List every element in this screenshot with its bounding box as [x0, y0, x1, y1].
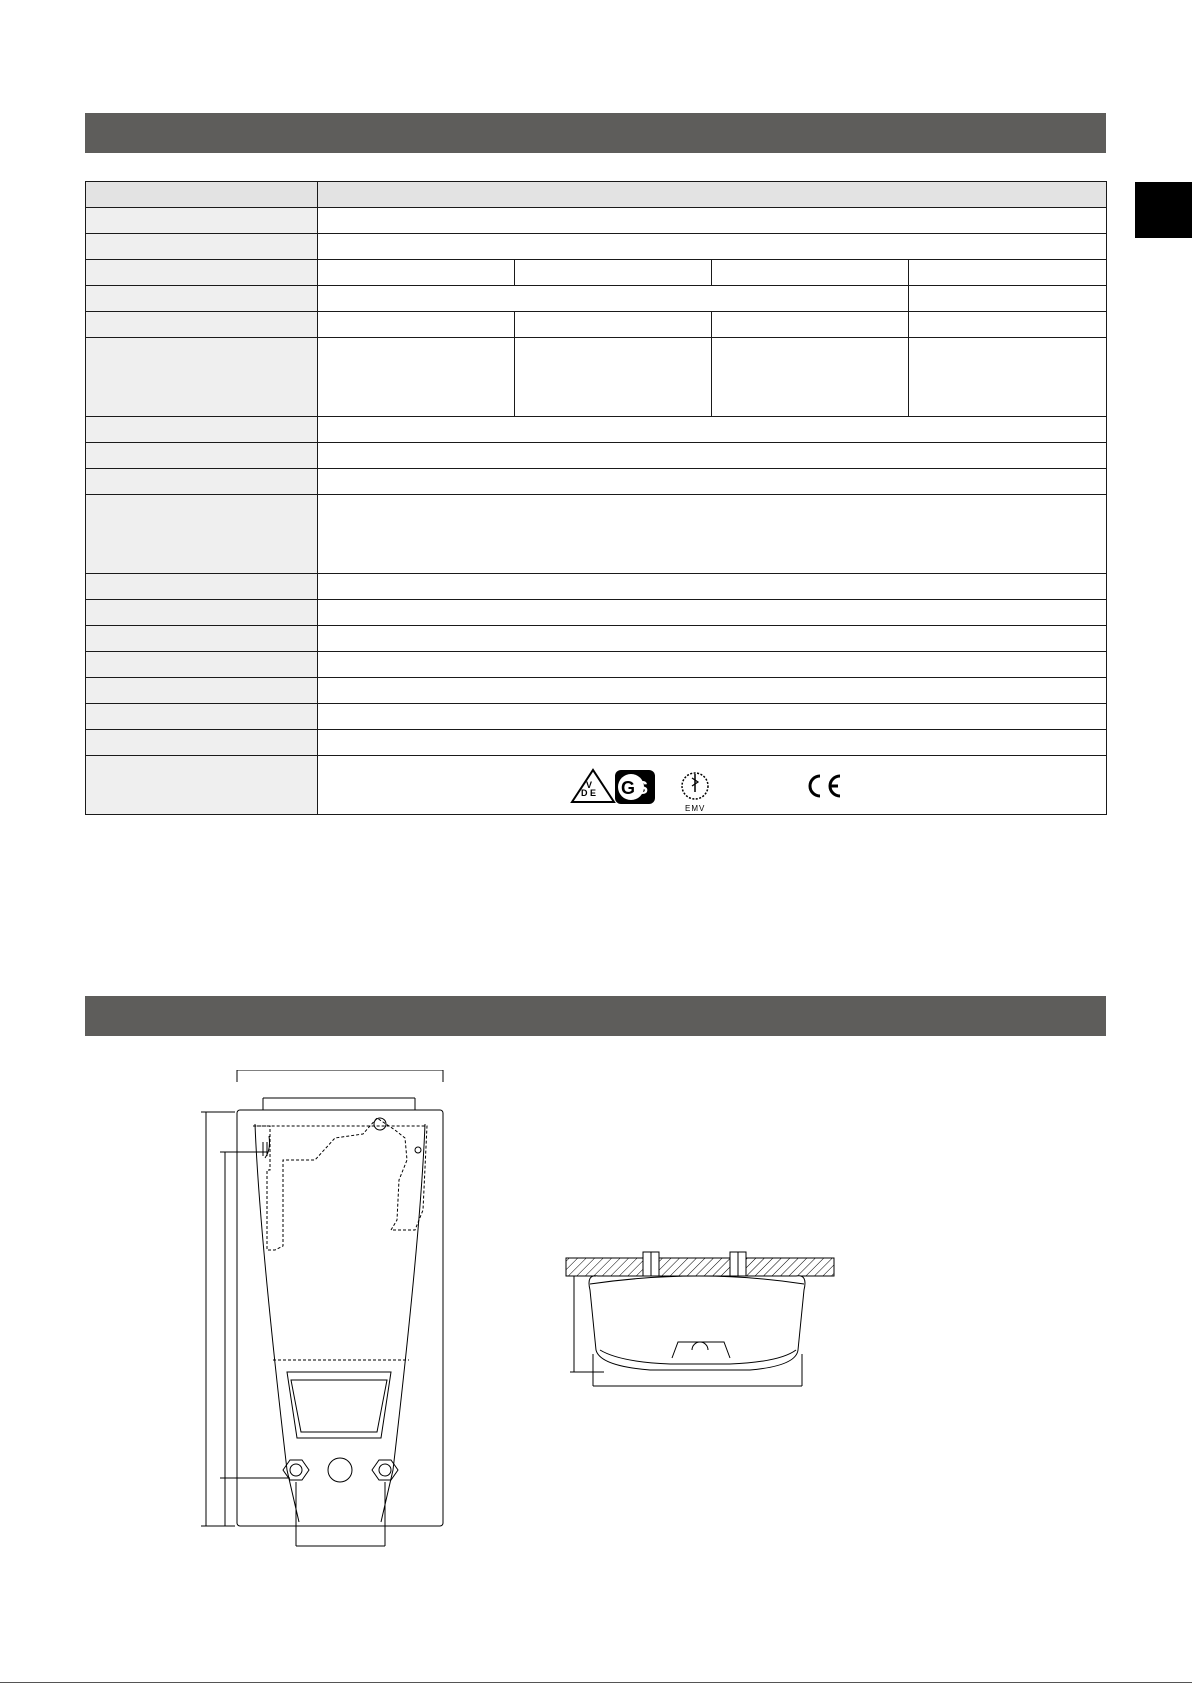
- table-row: [86, 626, 1107, 652]
- section-header-bar-dimensions: [85, 996, 1106, 1036]
- row-value: [318, 730, 1107, 756]
- vde-mark-icon: [572, 770, 614, 802]
- svg-text:EMV: EMV: [685, 804, 706, 813]
- table-row: [86, 495, 1107, 574]
- row-value: [909, 286, 1107, 312]
- row-label: [86, 234, 318, 260]
- row-label: [86, 652, 318, 678]
- row-label: [86, 495, 318, 574]
- table-row: [86, 286, 1107, 312]
- row-value: [318, 286, 909, 312]
- row-label: [86, 443, 318, 469]
- specifications-table: [85, 181, 1107, 815]
- row-value: [318, 626, 1107, 652]
- table-row: [86, 469, 1107, 495]
- table-header-label: [86, 182, 318, 208]
- row-value: [318, 652, 1107, 678]
- row-value: [909, 312, 1107, 338]
- row-label: [86, 208, 318, 234]
- row-value: [515, 312, 712, 338]
- svg-text:V: V: [586, 780, 593, 790]
- chapter-tab-marker: [1135, 182, 1192, 238]
- row-label: [86, 338, 318, 417]
- table-row: [86, 730, 1107, 756]
- row-value: [909, 260, 1107, 286]
- row-value: [515, 338, 712, 417]
- row-value: [318, 260, 515, 286]
- table-row: [86, 704, 1107, 730]
- table-row: [86, 260, 1107, 286]
- certification-row: [86, 756, 1107, 815]
- row-value: [318, 495, 1107, 574]
- row-value: [318, 574, 1107, 600]
- row-label: [86, 756, 318, 815]
- row-value: [712, 338, 909, 417]
- row-value: [318, 417, 1107, 443]
- row-value: [318, 208, 1107, 234]
- svg-text:S: S: [636, 778, 649, 798]
- row-label: [86, 626, 318, 652]
- row-value: [712, 312, 909, 338]
- row-value: [909, 338, 1107, 417]
- emv-mark-icon: [682, 773, 708, 813]
- row-value: [318, 469, 1107, 495]
- row-label: [86, 704, 318, 730]
- row-label: [86, 417, 318, 443]
- table-row: [86, 678, 1107, 704]
- side-view-drawing: [560, 1250, 840, 1390]
- gs-mark-icon: [615, 770, 655, 804]
- front-view-drawing: [195, 1070, 455, 1550]
- table-row: [86, 417, 1107, 443]
- row-label: [86, 574, 318, 600]
- row-label: [86, 469, 318, 495]
- row-label: [86, 678, 318, 704]
- ce-mark-icon: [810, 776, 840, 796]
- table-row: [86, 600, 1107, 626]
- row-value: [318, 678, 1107, 704]
- certification-logos: [318, 756, 1106, 814]
- row-label: [86, 312, 318, 338]
- row-label: [86, 286, 318, 312]
- table-row: [86, 443, 1107, 469]
- svg-text:D: D: [581, 788, 588, 798]
- page-bottom-rule: [0, 1682, 1192, 1683]
- table-row: [86, 338, 1107, 417]
- certification-logos-cell: [318, 756, 1107, 815]
- table-row: [86, 234, 1107, 260]
- row-value: [318, 312, 515, 338]
- table-header-value: [318, 182, 1107, 208]
- section-header-bar-specifications: [85, 113, 1106, 153]
- row-value: [318, 338, 515, 417]
- row-value: [318, 600, 1107, 626]
- row-value: [318, 443, 1107, 469]
- table-row: [86, 574, 1107, 600]
- svg-text:E: E: [590, 788, 597, 798]
- row-label: [86, 260, 318, 286]
- table-row: [86, 208, 1107, 234]
- table-header-row: [86, 182, 1107, 208]
- row-value: [318, 704, 1107, 730]
- row-value: [712, 260, 909, 286]
- row-value: [515, 260, 712, 286]
- row-label: [86, 730, 318, 756]
- table-row: [86, 312, 1107, 338]
- table-row: [86, 652, 1107, 678]
- svg-text:G: G: [621, 778, 636, 798]
- row-value: [318, 234, 1107, 260]
- row-label: [86, 600, 318, 626]
